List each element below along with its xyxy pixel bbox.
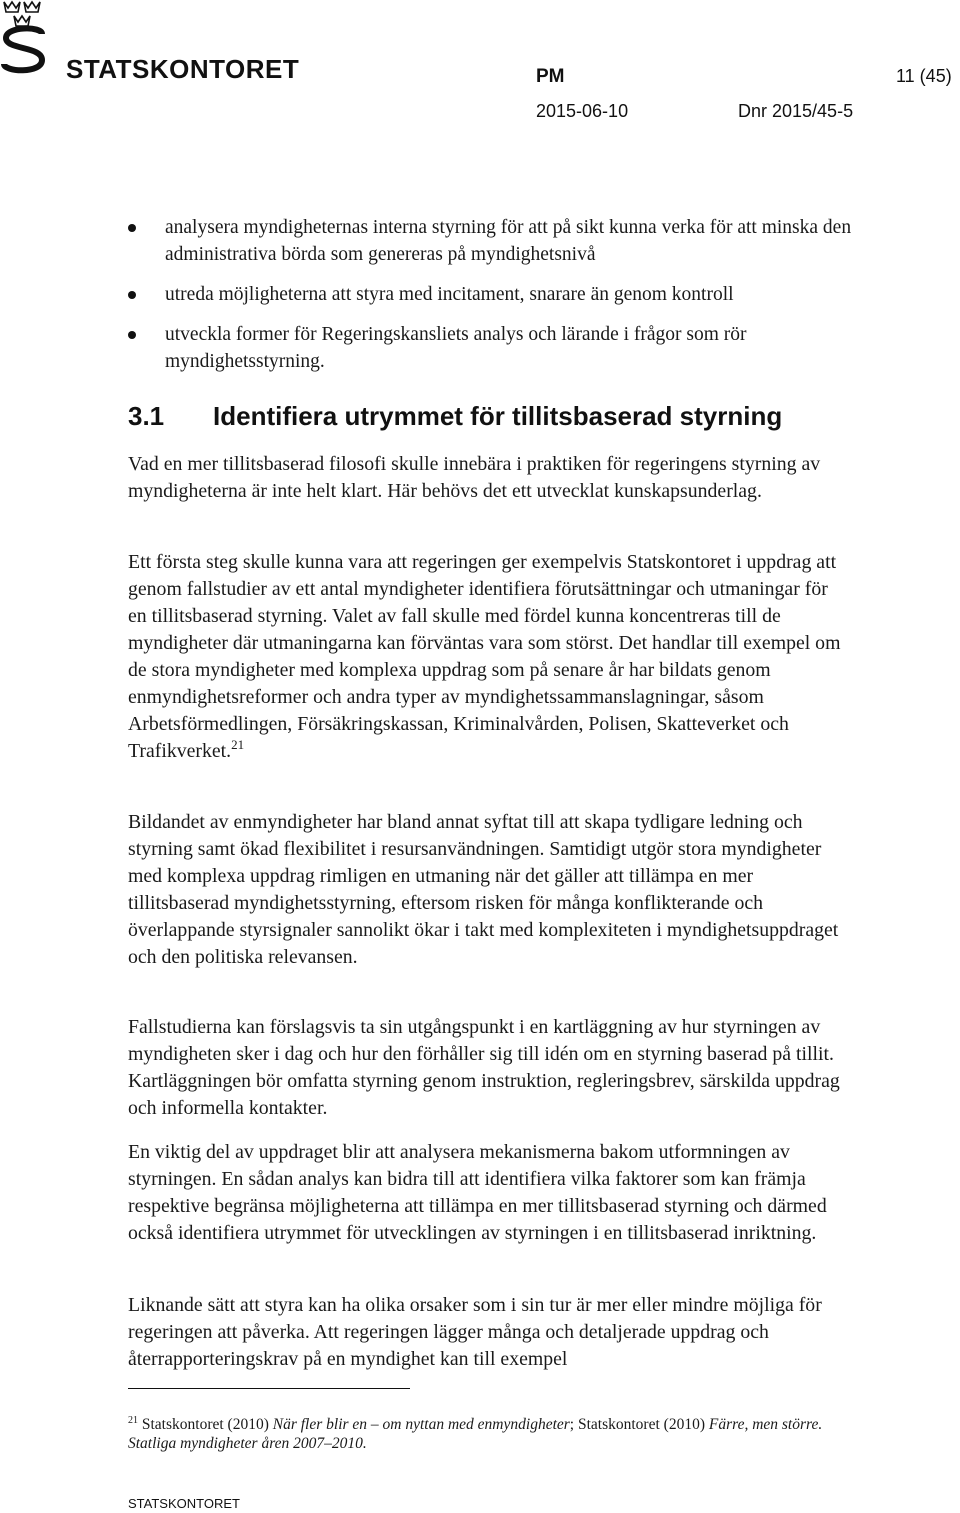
footnote-title-2: Färre, men större. Statliga myndigheter åren 2007–2010.	[128, 1416, 823, 1452]
footnote-text: Statskontoret (2010)	[141, 1416, 273, 1433]
footnote	[128, 1415, 848, 1453]
section-number: 3.1	[128, 401, 165, 431]
page-number: 11 (45)	[896, 66, 952, 86]
list-item-text: utreda möjligheterna att styra med incitament, snarare än genom kontroll	[165, 284, 734, 305]
document-type: PM	[536, 66, 565, 87]
list-item	[127, 321, 887, 375]
bullet-icon	[128, 224, 136, 232]
document-registration-number: Dnr 2015/45-5	[738, 101, 854, 121]
paragraph-5: En viktig del av uppdraget blir att analysera mekanismerna bakom utformningen av styrningen. En sådan analys kan bidra till att identifiera vilka faktorer som kan främja respektive begränsa möjligheterna att tillämpa en mer tillitsbaserad styrning och därmed också identifiera utrymmet för utvecklingen av styrningen i en tillitsbaserad inriktning.	[128, 1141, 827, 1244]
paragraph-4: Fallstudierna kan förslagsvis ta sin utgångspunkt i en kartläggning av hur styrningen av myndigheten sker i dag och hur den förhåller sig till idén om en styrning baserad på tillit. Kartläggningen bör omfatta styrning genom instruktion, regleringsbrev, särskilda uppdrag och informella kontakter.	[128, 1016, 840, 1119]
bullet-icon	[128, 331, 136, 339]
footnote-divider	[128, 1388, 410, 1389]
list-item	[127, 214, 887, 268]
footnote-reference: 21	[231, 737, 245, 752]
section-title: Identifiera utrymmet för tillitsbaserad styrning	[213, 401, 783, 431]
paragraph-2-text: Ett första steg skulle kunna vara att regeringen ger exempelvis Statskontoret i uppdrag att genom fallstudier av ett antal myndigheter identifiera förutsättningar och utmaningar för en tillitsbaserad styrning. Valet av fall skulle med fördel kunna koncentreras till de myndigheter där utmaningarna kan förväntas vara som störst. Det handlar till exempel om de stora myndigheter med komplexa uppdrag som på senare år har bildats genom enmyndighetsreformer och andra typer av myndighetssammanslagningar, såsom Arbetsförmedlingen, Försäkringskassan, Kriminalvården, Polisen, Skatteverket och Trafikverket.	[128, 551, 841, 762]
logo-wordmark: STATSKONTORET	[66, 54, 300, 84]
footnote-text-2: ; Statskontoret (2010)	[569, 1416, 709, 1433]
bullet-icon	[128, 291, 136, 299]
statskontoret-logo	[0, 0, 300, 87]
paragraph-6: Liknande sätt att styra kan ha olika orsaker som i sin tur är mer eller mindre möjliga för regeringen att påverka. Att regeringen lägger många och detaljerade uppdrag och återrapporteringskrav på en myndighet kan till exempel	[128, 1294, 822, 1370]
paragraph-2	[128, 549, 844, 765]
list-item-text: utveckla former för Regeringskansliets analys och lärande i frågor som rör myndighetsstyrning.	[165, 324, 747, 372]
footnote-number: 21	[128, 1415, 138, 1426]
page-footer: STATSKONTORET	[128, 1496, 240, 1511]
list-item	[127, 281, 887, 308]
document-date: 2015-06-10	[536, 101, 629, 121]
bullet-list	[127, 214, 887, 388]
crowns-s-emblem-icon	[0, 0, 60, 82]
section-heading	[128, 401, 782, 432]
paragraph-1: Vad en mer tillitsbaserad filosofi skulle innebära i praktiken för regeringens styrning av myndigheterna är inte helt klart. Här behövs det ett utvecklat kunskapsunderlag.	[128, 453, 821, 502]
footnote-title-1: När fler blir en – om nyttan med enmyndigheter	[272, 1416, 570, 1433]
list-item-text: analysera myndigheternas interna styrning för att på sikt kunna verka för att minska den administrativa börda som genereras på myndighetsnivå	[165, 217, 852, 265]
paragraph-3: Bildandet av enmyndigheter har bland annat syftat till att skapa tydligare ledning och styrning samt ökad flexibilitet i resursanvändningen. Samtidigt utgör stora myndigheter med komplexa uppdrag rimligen en utmaning när det gäller att tillämpa en mer tillitsbaserad myndighetsstyrning, eftersom risken för många konflikterande och överlappande styrsignaler sannolikt ökar i takt med komplexiteten i myndighetsuppdraget och den politiska relevansen.	[128, 811, 839, 968]
